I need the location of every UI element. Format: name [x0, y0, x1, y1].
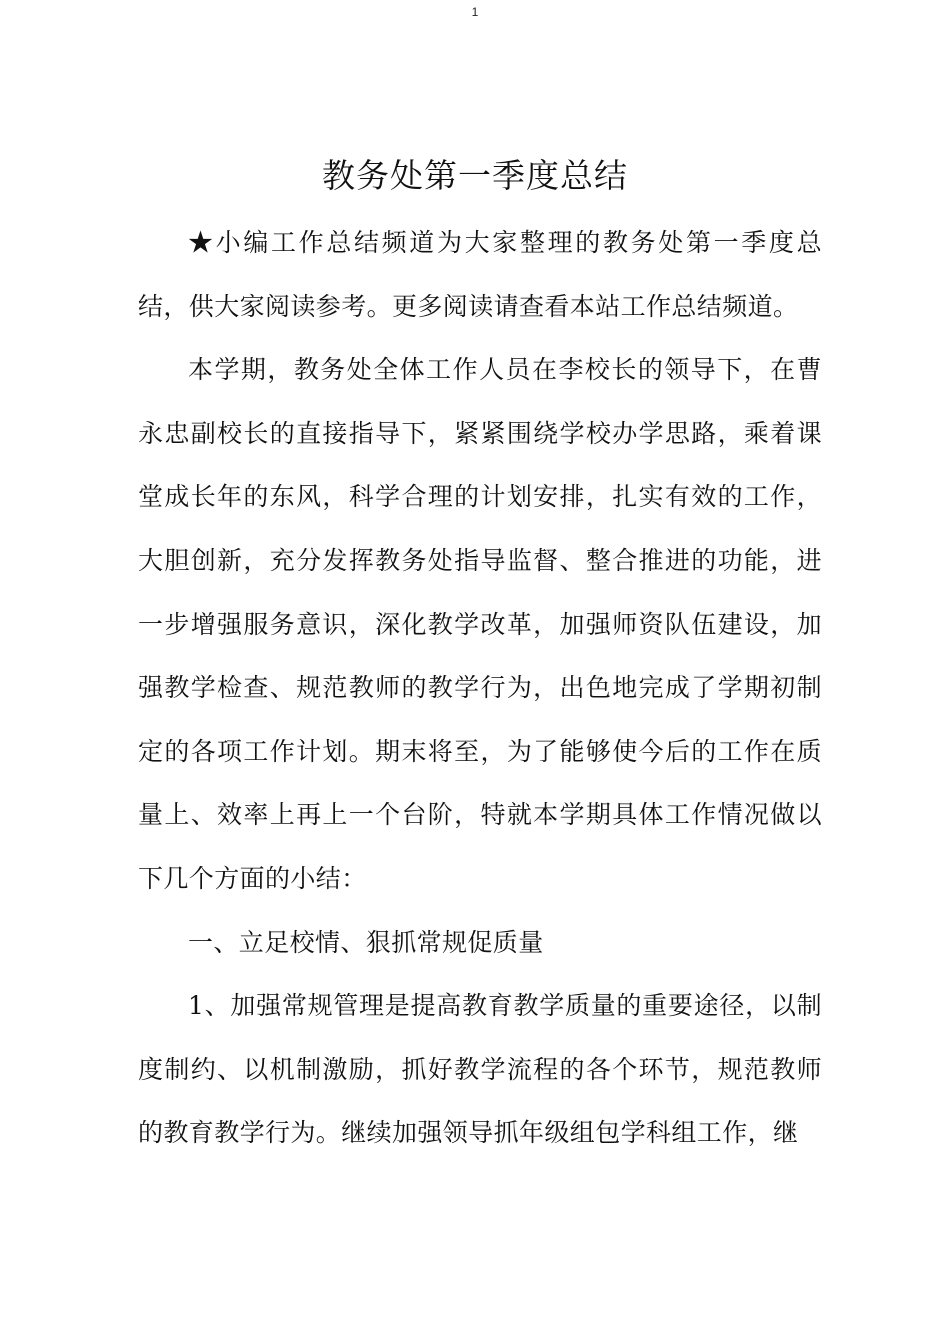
document-title: 教务处第一季度总结	[322, 156, 628, 195]
page-number: 1	[471, 5, 479, 19]
overview-paragraph: 本学期，教务处全体工作人员在李校长的领导下，在曹永忠副校长的直接指导下，紧紧围绕学校办学思路，乘着课堂成长年的东风，科学合理的计划安排，扎实有效的工作，大胆创新，充分发挥教务处指导监督、整合推进的功能，进一步增强服务意识，深化教学改革，加强师资队伍建设，加强教学检查、规范教师的教学行为，出色地完成了学期初制定的各项工作计划。期末将至，为了能够使今后的工作在质量上、效率上再上一个台阶，特就本学期具体工作情况做以下几个方面的小结：	[138, 355, 822, 893]
section-heading-1: 一、立足校情、狠抓常规促质量	[188, 927, 544, 957]
document-body	[138, 211, 822, 1165]
section-1-paragraph-1: 1、加强常规管理是提高教育教学质量的重要途径，以制度制约、以机制激励，抓好教学流程的各个环节，规范教师的教育教学行为。继续加强领导抓年级组包学科组工作，继	[138, 991, 822, 1148]
intro-paragraph: ★小编工作总结频道为大家整理的教务处第一季度总结，供大家阅读参考。更多阅读请查看本站工作总结频道。	[138, 228, 822, 321]
